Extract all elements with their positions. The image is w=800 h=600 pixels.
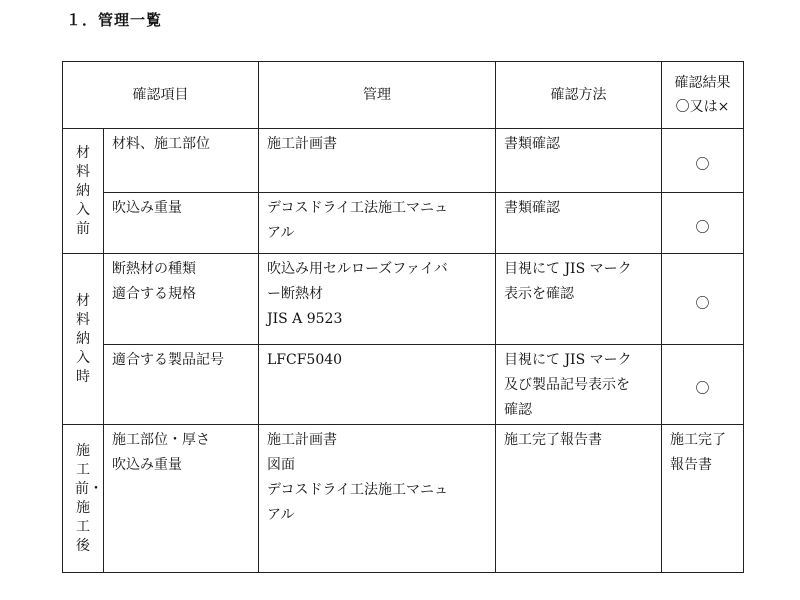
cell-control: 施工計画書 図面 デコスドライ工法施工マニュ アル — [259, 425, 496, 573]
cell-method: 書類確認 — [496, 193, 662, 254]
cell-method: 目視にて JIS マーク 及び製品記号表示を 確認 — [496, 345, 662, 425]
cell-result: 施工完了 報告書 — [662, 425, 744, 573]
management-table — [62, 61, 744, 573]
cell-result — [662, 345, 744, 425]
result-circle-mark: 〇 — [695, 157, 710, 173]
cell-control: LFCF5040 — [259, 345, 496, 425]
cell-result — [662, 193, 744, 254]
category-label: 施工前・施工後 — [75, 442, 103, 554]
cell-control: 吹込み用セルローズファイバ ー断熱材 JIS A 9523 — [259, 254, 496, 345]
header-control: 管理 — [259, 62, 496, 129]
cell-result — [662, 129, 744, 193]
cell-method: 書類確認 — [496, 129, 662, 193]
result-circle-mark: 〇 — [695, 381, 710, 397]
table-row — [63, 345, 744, 425]
category-label: 材料納入時 — [76, 292, 90, 385]
category-label: 材料納入前 — [76, 144, 90, 237]
cell-method: 施工完了報告書 — [496, 425, 662, 573]
table-row — [63, 129, 744, 193]
cell-item: 材料、施工部位 — [104, 129, 259, 193]
result-circle-mark: 〇 — [695, 295, 710, 312]
cell-item: 吹込み重量 — [104, 193, 259, 254]
header-result: 確認結果 〇又は× — [662, 62, 744, 129]
header-method: 確認方法 — [496, 62, 662, 129]
table-row — [63, 254, 744, 345]
table-row — [63, 425, 744, 573]
table-row — [63, 193, 744, 254]
cell-result — [662, 254, 744, 345]
category-before-delivery — [63, 129, 104, 254]
category-on-delivery — [63, 254, 104, 425]
cell-control: 施工計画書 — [259, 129, 496, 193]
cell-control: デコスドライ工法施工マニュ アル — [259, 193, 496, 254]
table-header-row — [63, 62, 744, 129]
cell-method: 目視にて JIS マーク 表示を確認 — [496, 254, 662, 345]
cell-item: 施工部位・厚さ 吹込み重量 — [104, 425, 259, 573]
cell-item: 断熱材の種類 適合する規格 — [104, 254, 259, 345]
section-heading: １．管理一覧 — [66, 11, 163, 29]
category-construction — [63, 425, 104, 573]
header-item: 確認項目 — [63, 62, 259, 129]
cell-item: 適合する製品記号 — [104, 345, 259, 425]
result-circle-mark: 〇 — [695, 219, 710, 236]
